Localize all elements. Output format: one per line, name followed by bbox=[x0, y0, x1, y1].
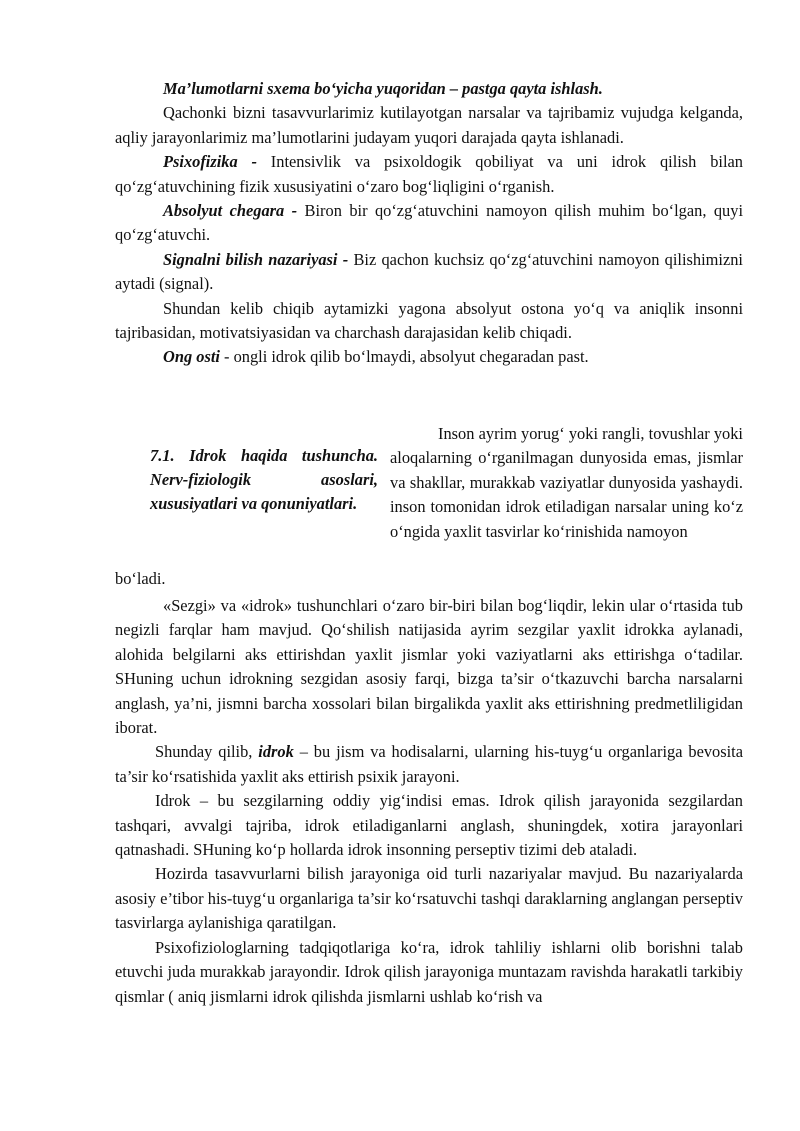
paragraph-tasavvur: Qachonki bizni tasavvurlarimiz kutilayotgan narsalar va tajribamiz vujudga kelganda, aqliy jarayonlarimiz ma’lumotlarini judayam yuqori darajada qayta ishlanadi. bbox=[115, 103, 743, 147]
top-section bbox=[115, 77, 743, 370]
definition-signal-nazariyasi bbox=[115, 248, 743, 297]
term-ong-osti: Ong osti bbox=[163, 347, 220, 367]
term-absolyut-chegara: Absolyut chegara - bbox=[163, 201, 298, 221]
definition-ong-osti bbox=[115, 345, 743, 369]
section-heading-schema: Ma’lumotlarni sxema bo‘yicha yuqoridan – pastga qayta ishlash. bbox=[163, 79, 603, 98]
text-psixofizika: Intensivlik va psixoldogik qobiliyat va uni idrok qilish bilan qo‘zg‘atuvchining fizik xususiyatini o‘zaro bog‘liqligini o‘rganish. bbox=[115, 152, 743, 196]
body-section bbox=[115, 594, 743, 1009]
paragraph-inson-dunyosi: Inson ayrim yorug‘ yoki rangli, tovushlar yoki aloqalarning o‘rganilmagan dunyosida emas, jismlar va shakllar, murakkab vaziyatlar dunyosida yashaydi. inson tomonidan idrok etiladigan narsalar uning ko‘z o‘ngida yaxlit tasvirlar ko‘rinishida namoyon bbox=[390, 424, 743, 541]
text-signal-nazariyasi: Biz qachon kuchsiz qo‘zg‘atuvchini namoyon qilishimizni aytadi (signal). bbox=[115, 249, 743, 294]
paragraph-absolyut-ostona: Shundan kelib chiqib aytamizki yagona absolyut ostona yo‘q va aniqlik insonni tajribasidan, motivatsiyasidan va charchash darajasidan kelib chiqadi. bbox=[115, 298, 743, 343]
paragraph-nazariyalar: Hozirda tasavvurlarni bilish jarayoniga oid turli nazariyalar mavjud. Bu nazariyalarda asosiy e’tibor his-tuyg‘u organlariga ta’sir ko‘rsatuvchi tashqi daraklarning anglangan perseptiv tasvirlarga aylanishiga qaratilgan. bbox=[115, 864, 743, 933]
text-ong-osti: - ongli idrok qilib bo‘lmaydi, absolyut chegaradan past. bbox=[219, 347, 589, 367]
paragraph-sezgi-idrok: «Sezgi» va «idrok» tushunchlari o‘zaro bir-biri bilan bog‘liqdir, lekin ular o‘rtasida tub negizli farqlar ham mavjud. Qo‘shilish natijasida ayrim sezgilar yaxlit idrokka aylanadi, alohida belgilarni aks ettirishdan yaxlit jismlar yoki vaziyatlarni aks ettirishga o‘tadilar. SHuning uchun idrokning sezgidan asosiy farqi, bizga ta’sir o‘tkazuvchi barcha narsalarni anglash, ya’ni, jismni barcha xossolari bilan birgalikda yaxlit aks ettirishning predmetliligidan iborat. bbox=[115, 596, 743, 738]
section-heading-7-1: 7.1. Idrok haqida tushuncha. Nerv-fiziologik asoslari, xususiyatlari va qonuniyatlari. bbox=[150, 446, 378, 513]
text-absolyut-chegara: Biron bir qo‘zg‘atuvchini namoyon qilish muhim bo‘lgan, quyi qo‘zg‘atuvchi. bbox=[115, 201, 744, 245]
definition-absolyut-chegara bbox=[115, 199, 743, 248]
term-psixofizika: Psixofizika - bbox=[163, 152, 257, 172]
term-signal-nazariyasi: Signalni bilish nazariyasi - bbox=[163, 249, 349, 269]
paragraph-psixofiziologlar: Psixofiziologlarning tadqiqotlariga ko‘ra, idrok tahliliy ishlarni olib borishni talab etuvchi juda murakkab jarayondir. Idrok qilish jarayoniga muntazam ravishda harakatli tarkibiy qismlar ( aniq jismlarni idrok qilishda jismlarni ushlab ko‘rish va bbox=[115, 937, 743, 1006]
paragraph-inson-dunyosi-end: bo‘ladi. bbox=[115, 569, 166, 588]
text-idrok-post: – bu jism va hodisalarni, ularning his-tuyg‘u organlariga bevosita ta’sir ko‘rsatishida yaxlit aks ettirish psixik jarayoni. bbox=[115, 742, 743, 786]
text-idrok-pre: Shunday qilib, bbox=[155, 742, 259, 762]
definition-idrok bbox=[115, 740, 743, 789]
definition-psixofizika bbox=[115, 150, 743, 199]
term-idrok: idrok bbox=[258, 742, 294, 762]
paragraph-idrok-yigindi: Idrok – bu sezgilarning oddiy yig‘indisi emas. Idrok qilish jarayonida sezgilardan tashqari, avvalgi tajriba, idrok etiladiganlarni anglash, shuningdek, xotira jarayonlari qatnashadi. SHuning ko‘p hollarda idrok insonning perseptiv tizimi deb ataladi. bbox=[115, 791, 743, 860]
